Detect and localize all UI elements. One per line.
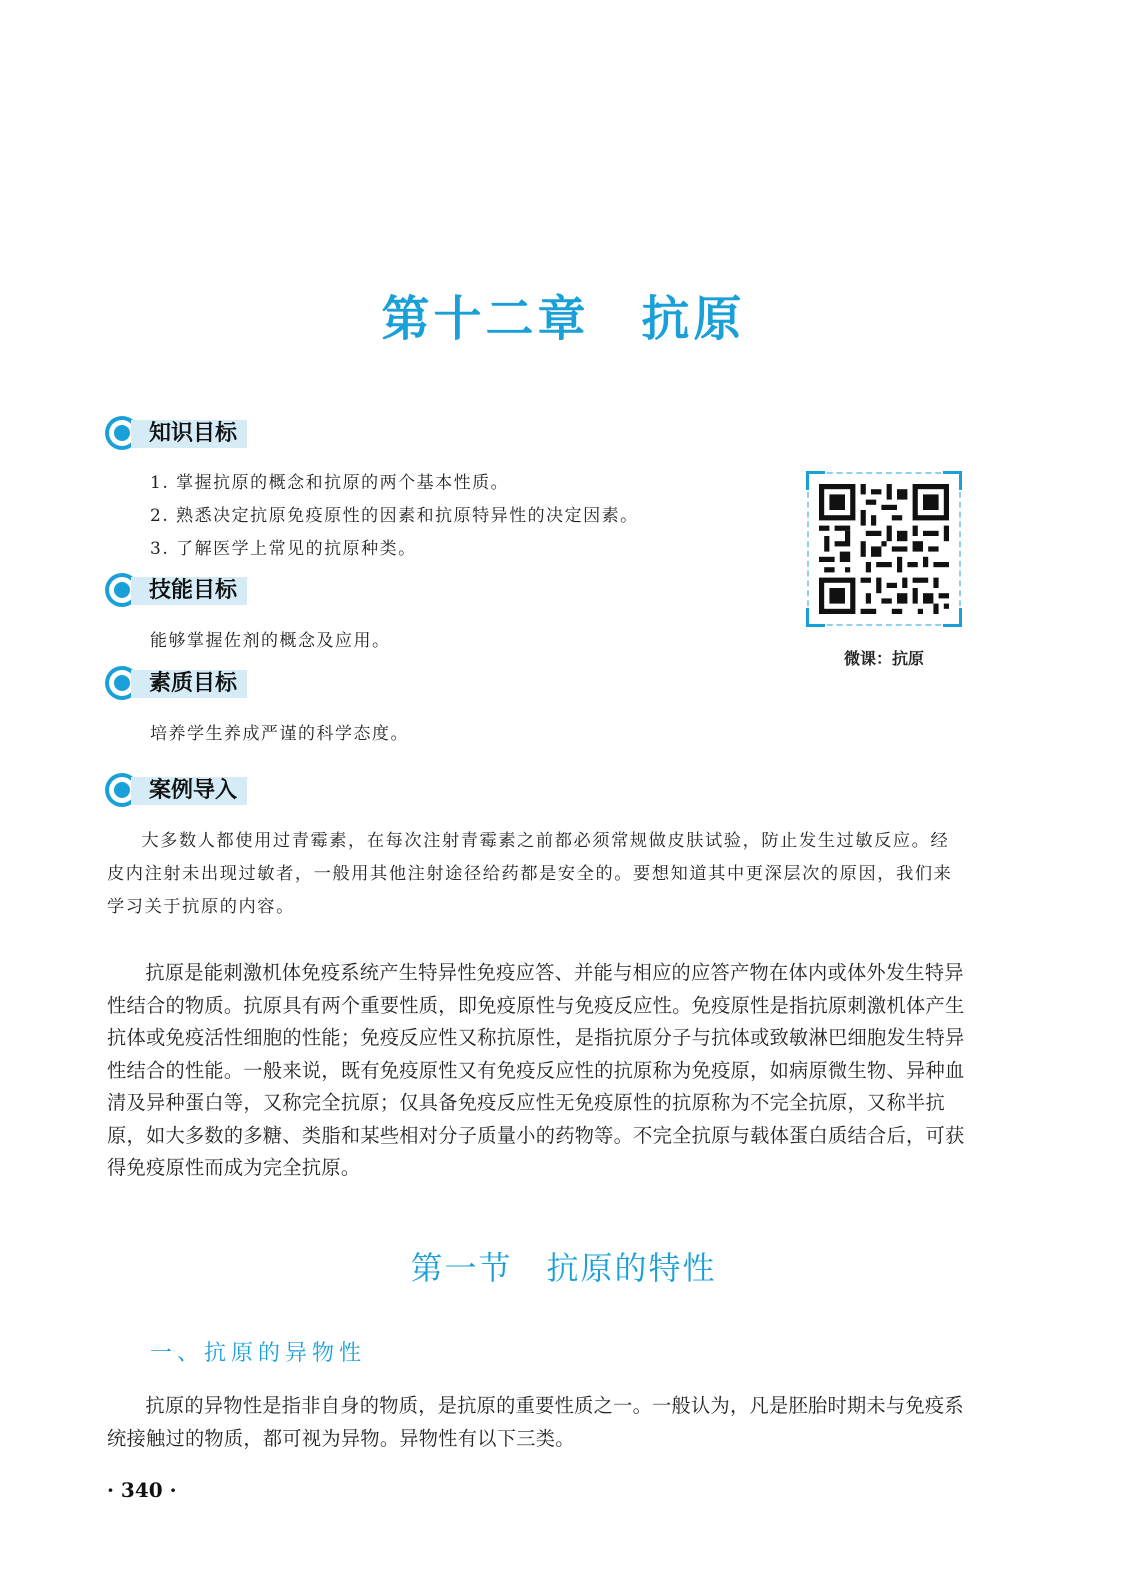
heading-label: 素质目标	[131, 670, 247, 698]
knowledge-goal-item: 1. 掌握抗原的概念和抗原的两个基本性质。	[150, 473, 510, 493]
chapter-title: 第十二章 抗原	[381, 291, 746, 347]
heading-label: 知识目标	[131, 420, 247, 448]
subsection-paragraph: 抗原的异物性是指非自身的物质，是抗原的重要性质之一。一般认为，凡是胚胎时期未与免疫系统接触过的物质，都可视为异物。异物性有以下三类。	[107, 1394, 964, 1450]
section-title: 第一节 抗原的特性	[410, 1249, 717, 1287]
heading-label: 技能目标	[131, 577, 247, 605]
qr-code-icon[interactable]	[819, 484, 949, 614]
case-intro-text: 大多数人都使用过青霉素，在每次注射青霉素之前都必须常规做皮肤试验，防止发生过敏反应。经皮内注射未出现过敏者，一般用其他注射途径给药都是安全的。要想知道其中更深层次的原因，我们来学习关于抗原的内容。	[107, 831, 953, 917]
qr-code-frame[interactable]	[807, 472, 961, 626]
quality-goal-text: 培养学生养成严谨的科学态度。	[150, 724, 409, 744]
page-number: · 340 ·	[107, 1478, 177, 1502]
skill-goal-text: 能够掌握佐剂的概念及应用。	[150, 631, 391, 651]
subsection-title: 一、抗原的异物性	[150, 1341, 367, 1366]
knowledge-goal-item: 3. 了解医学上常见的抗原种类。	[150, 539, 417, 559]
intro-paragraph: 抗原是能刺激机体免疫系统产生特异性免疫应答、并能与相应的应答产物在体内或体外发生特异性结合的物质。抗原具有两个重要性质，即免疫原性与免疫反应性。免疫原性是指抗原刺激机体产生抗体或免疫活性细胞的性能；免疫反应性又称抗原性，是指抗原分子与抗体或致敏淋巴细胞发生特异性结合的性能。一般来说，既有免疫原性又有免疫反应性的抗原称为免疫原，如病原微生物、异种血清及异种蛋白等，又称完全抗原；仅具备免疫反应性无免疫原性的抗原称为不完全抗原，又称半抗原，如大多数的多糖、类脂和某些相对分子质量小的药物等。不完全抗原与载体蛋白质结合后，可获得免疫原性而成为完全抗原。	[107, 961, 965, 1179]
knowledge-goal-item: 2. 熟悉决定抗原免疫原性的因素和抗原特异性的决定因素。	[150, 506, 639, 526]
heading-label: 案例导入	[131, 777, 247, 805]
qr-caption: 微课：抗原	[843, 649, 924, 668]
